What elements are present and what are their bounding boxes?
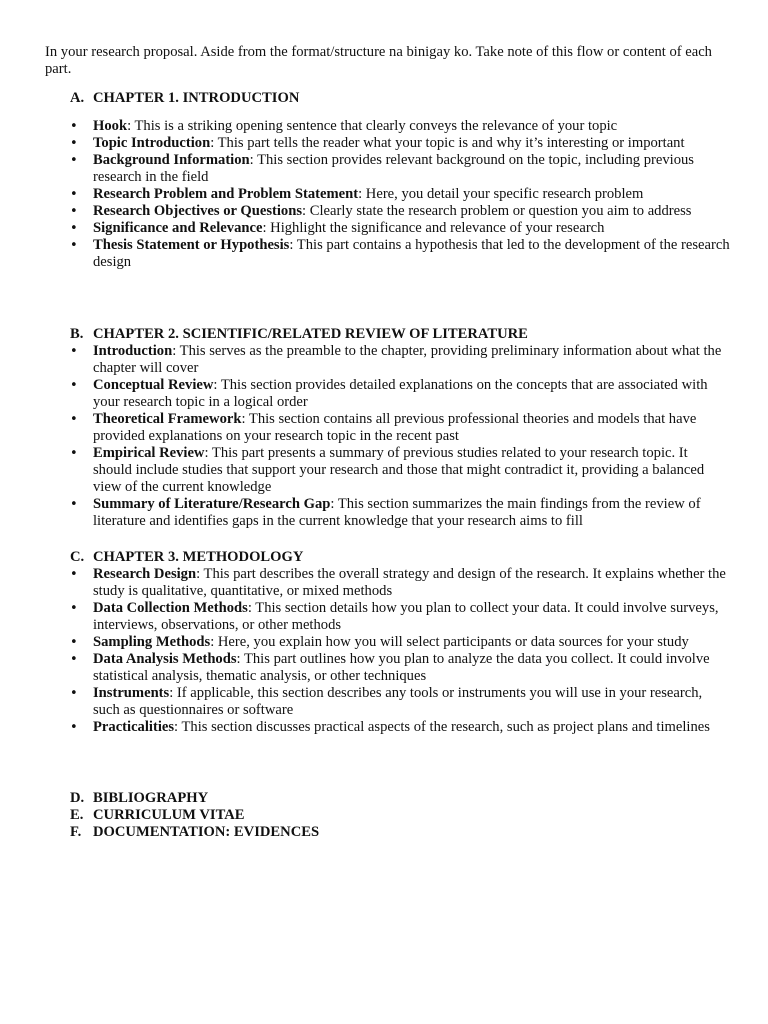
section-title: CHAPTER 1. INTRODUCTION [93, 90, 300, 106]
item-desc: : Highlight the significance and relevance of your research [262, 220, 605, 236]
final-sections [70, 790, 730, 841]
item-desc: : This section provides relevant background on the topic, including previous research in the field [93, 152, 694, 185]
section-heading [70, 549, 730, 566]
section-title: CHAPTER 3. METHODOLOGY [93, 549, 304, 565]
item-desc: : This section discusses practical aspects of the research, such as project plans and timelines [174, 719, 710, 735]
list-item [70, 496, 730, 530]
section-title: CHAPTER 2. SCIENTIFIC/RELATED REVIEW OF LITERATURE [93, 326, 528, 342]
list-item [70, 237, 730, 271]
section-chapter-1 [70, 90, 730, 271]
section-chapter-3 [70, 549, 730, 736]
list-item [70, 719, 730, 736]
list-item [70, 220, 730, 237]
section-title: DOCUMENTATION: EVIDENCES [93, 824, 320, 840]
item-term: Research Problem and Problem Statement [93, 186, 359, 202]
item-desc: : This serves as the preamble to the chapter, providing preliminary information about what the chapter will cover [93, 343, 722, 376]
item-term: Empirical Review [93, 445, 205, 461]
item-desc: : This section contains all previous professional theories and models that have provided explanations on your research topic in the recent past [93, 411, 697, 444]
item-list [70, 343, 730, 530]
section-letter: F. [70, 824, 82, 840]
list-item [70, 566, 730, 600]
item-desc: : This part contains a hypothesis that led to the development of the research design [93, 237, 730, 270]
item-desc: : If applicable, this section describes any tools or instruments you will use in your research, such as questionnaires or software [93, 685, 703, 718]
item-desc: : This part outlines how you plan to analyze the data you collect. It could involve statistical analysis, thematic analysis, or other techniques [93, 651, 710, 684]
section-heading-curriculum-vitae [70, 807, 730, 824]
section-title: BIBLIOGRAPHY [93, 790, 209, 806]
list-item [70, 203, 730, 220]
item-term: Theoretical Framework [93, 411, 242, 427]
item-desc: : This section details how you plan to collect your data. It could involve surveys, interviews, observations, or other methods [93, 600, 719, 633]
item-term: Instruments [93, 685, 170, 701]
item-desc: : This section provides detailed explanations on the concepts that are associated with your research topic in a logical order [93, 377, 708, 410]
item-term: Data Collection Methods [93, 600, 248, 616]
list-item [70, 118, 730, 135]
item-term: Summary of Literature/Research Gap [93, 496, 331, 512]
list-item [70, 152, 730, 186]
list-item [70, 651, 730, 685]
item-list [70, 566, 730, 736]
section-letter: E. [70, 807, 84, 823]
list-item [70, 135, 730, 152]
item-term: Research Objectives or Questions [93, 203, 303, 219]
item-term: Introduction [93, 343, 173, 359]
item-term: Hook [93, 118, 128, 134]
item-desc: : This section summarizes the main findings from the review of literature and identifies gaps in the current knowledge that your research aims to fill [93, 496, 701, 529]
section-title: CURRICULUM VITAE [93, 807, 245, 823]
item-desc: : This part describes the overall strategy and design of the research. It explains whether the study is qualitative, quantitative, or mixed methods [93, 566, 726, 599]
item-term: Practicalities [93, 719, 175, 735]
section-letter: D. [70, 790, 85, 806]
list-item [70, 411, 730, 445]
item-list [70, 118, 730, 271]
list-item [70, 445, 730, 496]
item-desc: : This part presents a summary of previous studies related to your research topic. It should include studies that support your research and those that might contradict it, providing a balanced view of the current knowledge [93, 445, 705, 495]
item-term: Conceptual Review [93, 377, 214, 393]
section-letter: A. [70, 90, 85, 106]
item-term: Data Analysis Methods [93, 651, 237, 667]
item-desc: : Clearly state the research problem or question you aim to address [302, 203, 692, 219]
item-desc: : Here, you explain how you will select participants or data sources for your study [210, 634, 689, 650]
list-item [70, 600, 730, 634]
intro-paragraph: In your research proposal. Aside from the format/structure na binigay ko. Take note of this flow or content of each part. [45, 44, 712, 77]
section-letter: B. [70, 326, 84, 342]
list-item [70, 343, 730, 377]
item-desc: : This part tells the reader what your topic is and why it’s interesting or important [210, 135, 685, 151]
item-term: Topic Introduction [93, 135, 211, 151]
section-heading [70, 90, 730, 107]
item-term: Research Design [93, 566, 197, 582]
section-letter: C. [70, 549, 85, 565]
section-heading-bibliography [70, 790, 730, 807]
section-chapter-2 [70, 326, 730, 530]
item-term: Thesis Statement or Hypothesis [93, 237, 290, 253]
section-heading-documentation [70, 824, 730, 841]
list-item [70, 377, 730, 411]
list-item [70, 186, 730, 203]
item-desc: : This is a striking opening sentence that clearly conveys the relevance of your topic [127, 118, 618, 134]
item-term: Sampling Methods [93, 634, 211, 650]
section-heading [70, 326, 730, 343]
list-item [70, 634, 730, 651]
item-term: Significance and Relevance [93, 220, 263, 236]
list-item [70, 685, 730, 719]
item-term: Background Information [93, 152, 250, 168]
item-desc: : Here, you detail your specific research problem [358, 186, 644, 202]
